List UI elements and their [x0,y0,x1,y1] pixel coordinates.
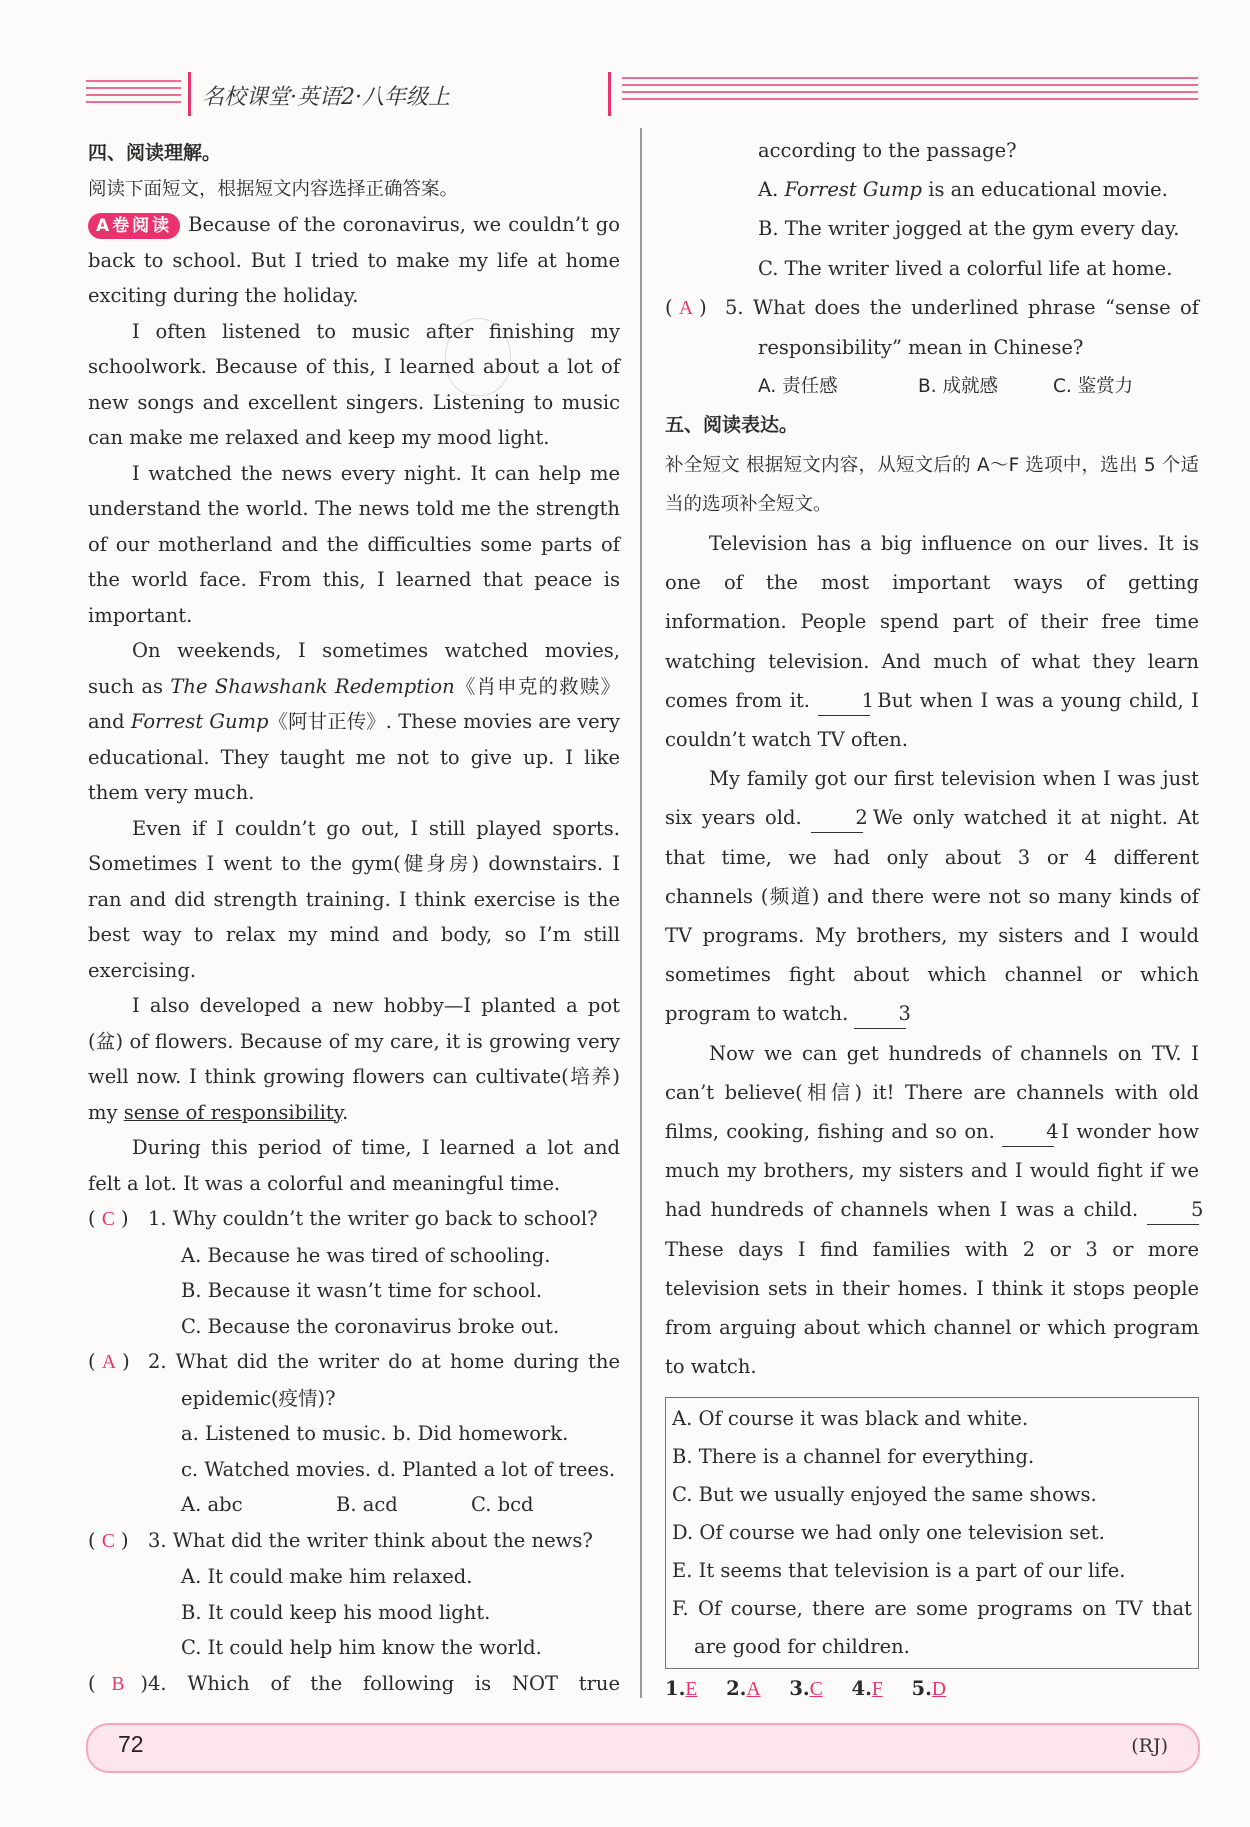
answer-2: A [101,1352,116,1373]
column-divider [640,128,642,1698]
blank-5: 5 [1147,1196,1199,1225]
right-column [665,131,1204,1709]
book-title: 名校课堂·英语2·八年级上 [202,85,450,110]
header-decoration-left [86,80,181,110]
reading-badge: A卷阅读 [88,213,180,239]
header-decoration-right [622,77,1198,107]
answer-key: 1.E 2.A 3.C 4.F 5.D [665,1676,946,1700]
question-3: ( C ) 3. What did the writer think about the news? A. It could make him relaxed. B. It could keep his mood light. C. It could help him know the world. [88,1528,593,1659]
answer-4: B [111,1673,125,1695]
passage-para-3: I watched the news every night. It can help me understand the world. The news told me the strength of our motherland and the difficulties some parts of the world face. From this, I learned that peace is important. [88,461,620,627]
passage-para-7: During this period of time, I learned a lot and felt a lot. It was a colorful and meaningful time. [88,1136,620,1195]
blank-2: 2 [811,804,863,833]
question-4-continued: according to the passage? A. Forrest Gump is an educational movie. B. The writer jogged at the gym every day. C. The writer lived a colorful life at home. [758,139,1180,280]
header-divider-left [188,72,191,116]
page-number: 72 [118,1731,144,1757]
blank-4: 4 [1002,1118,1054,1147]
option-c: C. But we usually enjoyed the same shows. [672,1482,1097,1506]
left-column [88,136,620,1702]
answer-5: A [678,297,693,319]
cloze-para-1: Television has a big influence on our lives. It is one of the most important ways of getting information. People spend part of their free time watching television. And much of what they learn comes from it. 1 But when I was a young child, I couldn’t watch TV often. [665,532,1199,752]
page-footer [86,1723,1200,1773]
option-f: F. Of course, there are some programs on TV that are good for children. [672,1596,1192,1658]
option-d: D. Of course we had only one television set. [672,1520,1105,1544]
passage-para-4: On weekends, I sometimes watched movies, such as The Shawshank Redemption《肖申克的救赎》 and Forrest Gump《阿甘正传》. These movies are very educational. They taught me not to give up. I like them very much. [88,639,620,804]
section5-instruction: 补全短文 根据短文内容，从短文后的 A～F 选项中，选出 5 个适当的选项补全短文。 [665,454,1199,515]
edition-label: (RJ) [1131,1735,1168,1757]
question-5: ( A ) 5. What does the underlined phrase “sense of responsibility” mean in Chinese? A. 责任感 B. 成就感 C. 鉴赏力 [665,295,1199,398]
options-box [665,1397,1199,1669]
blank-3: 3 [854,1000,906,1029]
passage-para-5: Even if I couldn’t go out, I still played sports. Sometimes I went to the gym(健身房) downstairs. I ran and did strength training. I think exercise is the best way to relax my mind and body, so I’m still exercising. [88,816,620,982]
option-b: B. There is a channel for everything. [672,1444,1035,1468]
answer-3: C [101,1530,115,1552]
section4-instruction: 阅读下面短文，根据短文内容选择正确答案。 [88,178,459,200]
question-2: ( A ) 2. What did the writer do at home during the epidemic(疫情)? a. Listened to music. b. Did homework. c. Watched movies. d. Planted a lot of trees. A. abc B. acd C. bcd [88,1350,620,1516]
answer-1: C [101,1209,115,1230]
passage-para-6: I also developed a new hobby—I planted a pot (盆) of flowers. Because of my care, it is growing very well now. I think growing flowers can cultivate(培养) my sense of responsibility. [88,994,620,1124]
section5-heading: 五、阅读表达。 [665,414,799,437]
question-1: ( C ) 1. Why couldn’t the writer go back to school? A. Because he was tired of schooling. B. Because it wasn’t time for school. C. Because the coronavirus broke out. [88,1207,598,1338]
option-a: A. Of course it was black and white. [672,1406,1029,1430]
cloze-para-3: Now we can get hundreds of channels on TV. I can’t believe(相信) it! There are channels with old films, cooking, fishing and so on. 4 I wonder how much my brothers, my sisters and I would fight if we had hundreds of channels when I was a child. 5 These days I find families with 2 or 3 or more television sets in their homes. I think it stops people from arguing about which channel or which program to watch. [665,1041,1204,1379]
section4-heading: 四、阅读理解。 [88,142,222,164]
underlined-phrase: sense of responsibility [123,1100,343,1124]
option-e: E. It seems that television is a part of our life. [672,1558,1126,1582]
passage-para-2: I often listened to music after finishing my schoolwork. Because of this, I learned about a lot of new songs and excellent singers. Listening to music can make me relaxed and keep my mood light. [88,319,620,449]
passage-para-1: A卷阅读 Because of the coronavirus, we couldn’t go back to school. But I tried to make my life at home exciting during the holiday. [88,213,620,307]
blank-1: 1 [818,687,870,716]
question-4: ( B )4. Which of the following is NOT true [88,1671,620,1695]
header-divider-right [608,72,611,116]
cloze-para-2: My family got our first television when I was just six years old. 2 We only watched it at night. At that time, we had only about 3 or 4 different channels (频道) and there were not so many kinds of TV programs. My brothers, my sisters and I would sometimes fight about which channel or which program to watch. 3 [665,759,1199,1033]
